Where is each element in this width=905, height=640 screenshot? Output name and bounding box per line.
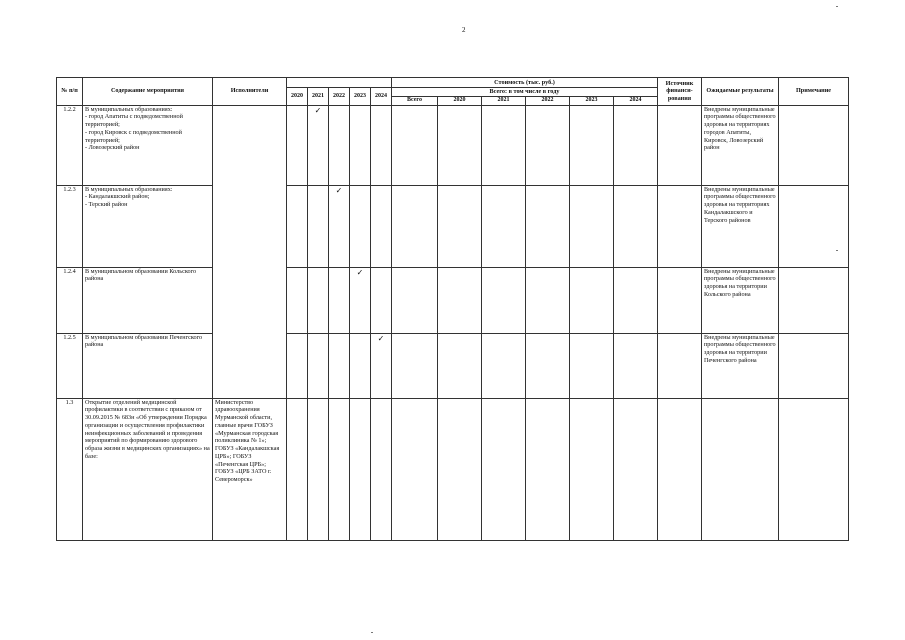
row-result: Внедрены муниципальные программы общественного здоровья на территории Кольского района bbox=[702, 267, 779, 333]
row-number: 1.3 bbox=[57, 398, 83, 540]
row-executor bbox=[213, 105, 287, 398]
row-content: В муниципальных образованиях: - Кандалакшский район; - Терский район bbox=[83, 185, 213, 267]
header-results: Ожидаемые результаты bbox=[702, 78, 779, 106]
header-cost-col: 2020 bbox=[438, 97, 482, 106]
row-number: 1.2.5 bbox=[57, 333, 83, 398]
header-cost-col: 2023 bbox=[570, 97, 614, 106]
table-row bbox=[57, 398, 849, 540]
activity-plan-table bbox=[56, 77, 849, 541]
row-result: Внедрены муниципальные программы общественного здоровья на территориях Кандалакшского и Терского районов bbox=[702, 185, 779, 267]
header-executors: Исполнители bbox=[213, 78, 287, 106]
scan-speck bbox=[371, 632, 373, 633]
header-source: Источник финанси-рования bbox=[658, 78, 702, 106]
header-year: 2021 bbox=[308, 88, 329, 106]
row-number: 1.2.4 bbox=[57, 267, 83, 333]
row-content: В муниципальном образовании Кольского района bbox=[83, 267, 213, 333]
header-years-blank bbox=[287, 78, 392, 88]
table-row bbox=[57, 105, 849, 185]
row-result bbox=[702, 398, 779, 540]
header-year: 2020 bbox=[287, 88, 308, 106]
table-row bbox=[57, 333, 849, 398]
header-year: 2022 bbox=[329, 88, 350, 106]
header-cost-title: Стоимость (тыс. руб.) bbox=[392, 78, 658, 88]
check-mark-icon: ✓ bbox=[350, 267, 371, 333]
header-num: № п/п bbox=[57, 78, 83, 106]
check-mark-icon: ✓ bbox=[308, 105, 329, 185]
row-number: 1.2.2 bbox=[57, 105, 83, 185]
page-number: 2 bbox=[462, 26, 466, 34]
table-row bbox=[57, 185, 849, 267]
header-notes: Примечание bbox=[779, 78, 849, 106]
scan-speck bbox=[836, 6, 838, 7]
header-year: 2024 bbox=[371, 88, 392, 106]
header-cost-col: Всего bbox=[392, 97, 438, 106]
scan-speck bbox=[836, 250, 838, 251]
row-result: Внедрены муниципальные программы общественного здоровья на территории Печенгского района bbox=[702, 333, 779, 398]
header-cost-col: 2022 bbox=[526, 97, 570, 106]
row-content: Открытие отделений медицинской профилактики в соответствии с приказом от 30.09.2015 № 683н «Об утверждении Порядка организации и осуществления профилактики неинфекционных заболеваний и проведения мероприятий по формированию здорового образа жизни в медицинских организациях» на базе: bbox=[83, 398, 213, 540]
header-content: Содержание мероприятия bbox=[83, 78, 213, 106]
table-row bbox=[57, 267, 849, 333]
header-cost-col: 2024 bbox=[614, 97, 658, 106]
row-content: В муниципальных образованиях: - город Апатиты с подведомственной территорией; - город Кировск с подведомственной территорией; - Ловозерский район bbox=[83, 105, 213, 185]
row-executor: Министерство здравоохранения Мурманской области, главные врачи ГОБУЗ «Мурманская городская поликлиника № 1»; ГОБУЗ «Кандалакшская ЦРБ»; ГОБУЗ «Печенгская ЦРБ»; ГОБУЗ «ЦРБ ЗАТО г. Североморск» bbox=[213, 398, 287, 540]
row-content: В муниципальном образовании Печенгского района bbox=[83, 333, 213, 398]
check-mark-icon: ✓ bbox=[371, 333, 392, 398]
header-year: 2023 bbox=[350, 88, 371, 106]
check-mark-icon: ✓ bbox=[329, 185, 350, 267]
header-cost-sub: Всего: в том числе в году bbox=[392, 88, 658, 97]
header-cost-col: 2021 bbox=[482, 97, 526, 106]
row-number: 1.2.3 bbox=[57, 185, 83, 267]
row-result: Внедрены муниципальные программы общественного здоровья на территориях городов Апатиты, Кировск, Ловозерский район bbox=[702, 105, 779, 185]
